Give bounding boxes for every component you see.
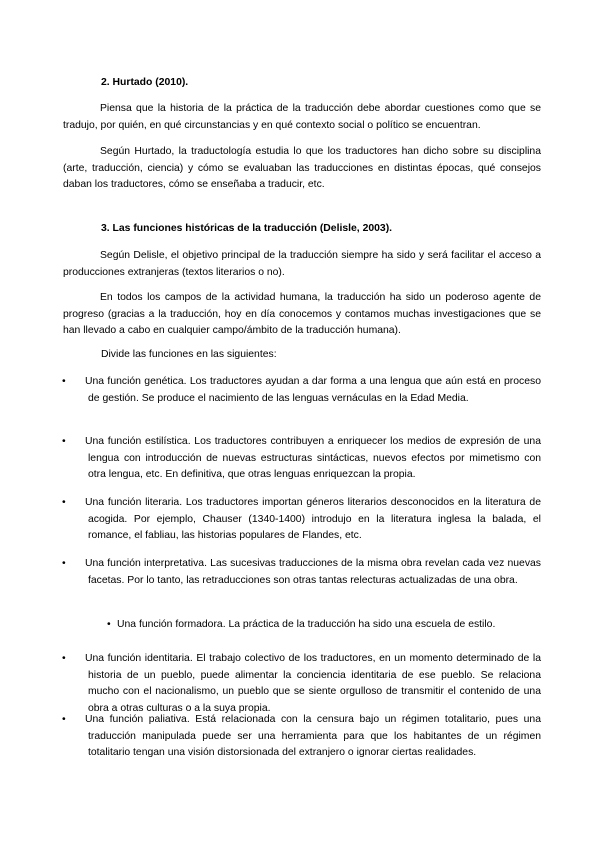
list-item bbox=[62, 712, 541, 762]
section-2-paragraph-1: Piensa que la historia de la práctica de la traducción debe abordar cuestiones como que se tradujo, por quién, en qué circunstancias y en qué contexto social o político se encuentran. bbox=[63, 103, 541, 131]
list-item-text: Una función genética. Los traductores ayudan a dar forma a una lengua que aún está en proceso de gestión. Se produce el nacimiento de las lenguas vernáculas en la Edad Media. bbox=[85, 376, 541, 404]
bullet-icon: • bbox=[62, 714, 66, 725]
list-item-text: Una función paliativa. Está relacionada con la censura bajo un régimen totalitario, pues una traducción manipulada puede ser una herramienta para que los habitantes de un régimen totalitario tengan una visión distorsionada del extranjero o ignorar ciertas realidades. bbox=[85, 714, 541, 759]
section-3-paragraph-1: Según Delisle, el objetivo principal de la traducción siempre ha sido y será facilitar el acceso a producciones extranjeras (textos literarios o no). bbox=[63, 250, 541, 278]
functions-intro: Divide las funciones en las siguientes: bbox=[101, 349, 277, 360]
bullet-icon: • bbox=[107, 619, 111, 630]
list-item bbox=[62, 434, 541, 484]
section-3-paragraph-2: En todos los campos de la actividad humana, la traducción ha sido un poderoso agente de progreso (gracias a la traducción, hoy en día conocemos y contamos muchas investigaciones que se han llevado a cabo en cualquier campo/ámbito de la traducción humana). bbox=[63, 292, 541, 337]
list-item bbox=[62, 495, 541, 545]
list-item bbox=[62, 651, 541, 717]
list-item-text: Una función formadora. La práctica de la traducción ha sido una escuela de estilo. bbox=[117, 619, 496, 630]
bullet-icon: • bbox=[62, 558, 66, 569]
list-item bbox=[62, 556, 541, 589]
list-item-text: Una función literaria. Los traductores importan géneros literarios desconocidos en la literatura de acogida. Por ejemplo, Chauser (1340-1400) introdujo en la literatura inglesa la balada, el romance, el fabliau, las historias populares de Flandes, etc. bbox=[85, 497, 541, 542]
bullet-icon: • bbox=[62, 653, 66, 664]
list-item-text: Una función interpretativa. Las sucesivas traducciones de la misma obra revelan cada vez nuevas facetas. Por lo tanto, las retraducciones son otras tantas relecturas actualizadas de una obra. bbox=[85, 558, 541, 586]
bullet-icon: • bbox=[62, 436, 66, 447]
bullet-icon: • bbox=[62, 497, 66, 508]
bullet-icon: • bbox=[62, 376, 66, 387]
list-item bbox=[62, 374, 541, 407]
section-2-paragraph-2: Según Hurtado, la traductología estudia lo que los traductores han dicho sobre su disciplina (arte, traducción, ciencia) y cómo se evaluaban las traducciones en distintas épocas, qué consejos daban los traductores, cómo se enseñaba a traducir, etc. bbox=[63, 146, 541, 191]
section-3-heading: 3. Las funciones históricas de la traducción (Delisle, 2003). bbox=[101, 223, 393, 234]
list-item bbox=[107, 617, 495, 634]
list-item-text: Una función identitaria. El trabajo colectivo de los traductores, en un momento determinado de la historia de un pueblo, puede alimentar la conciencia identitaria de ese pueblo. Se relaciona mucho con el nacionalismo, un pueblo que se siente orgulloso de transmitir el contenido de una obra a otras culturas o a la suya propia. bbox=[85, 653, 541, 714]
section-2-heading: 2. Hurtado (2010). bbox=[101, 77, 189, 88]
list-item-text: Una función estilística. Los traductores contribuyen a enriquecer los medios de expresión de una lengua con introducción de nuevas estructuras sintácticas, nuevos efectos por mimetismo con otra lengua, etc. En definitiva, que otras lenguas enriquezcan la propia. bbox=[85, 436, 541, 481]
